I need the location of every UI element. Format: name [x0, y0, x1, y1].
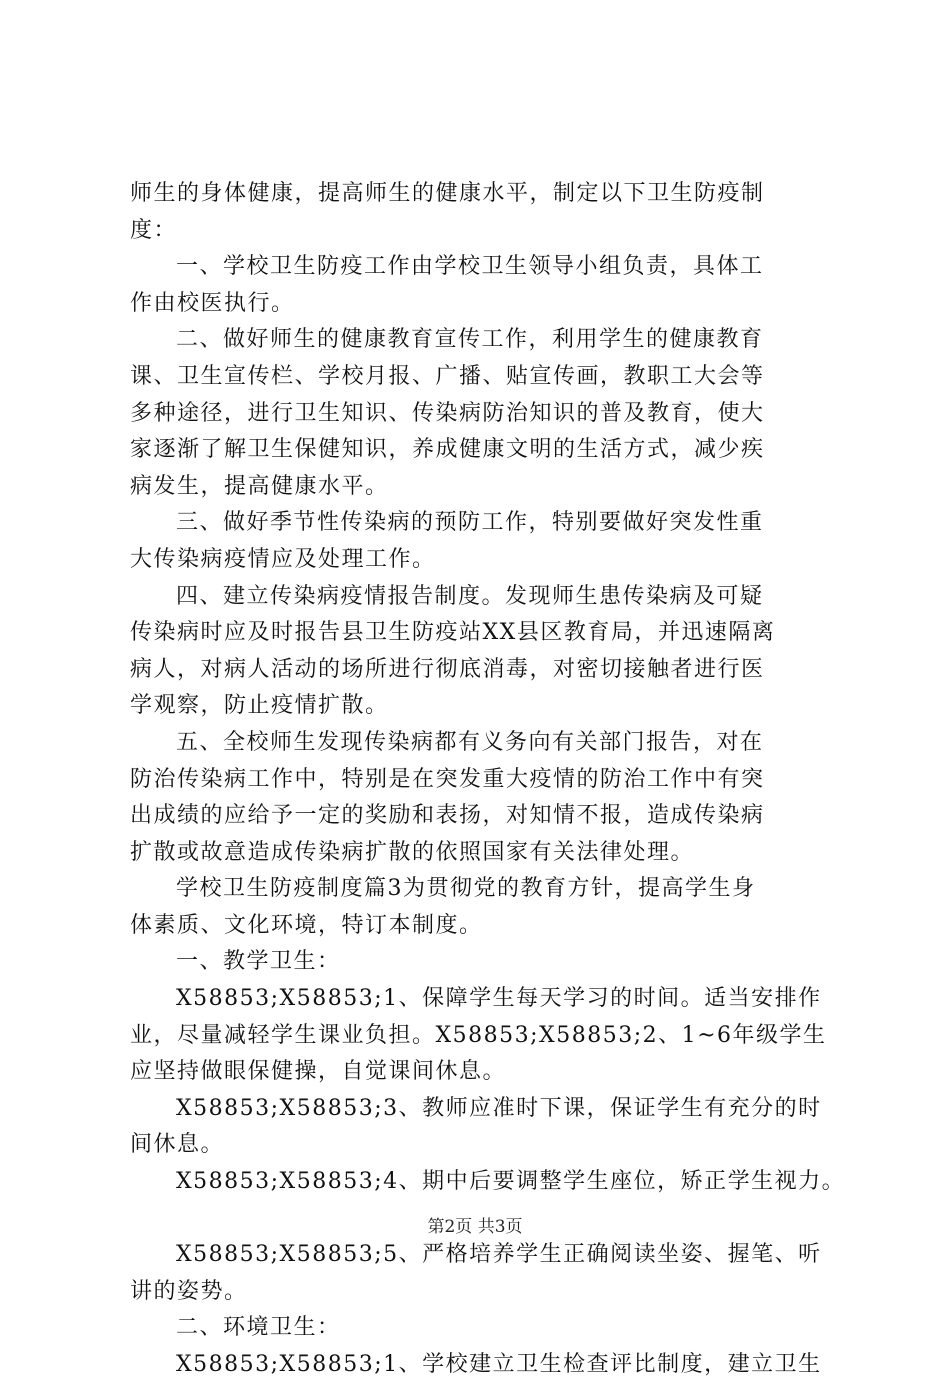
text-line: 家逐渐了解卫生保健知识，养成健康文明的生活方式，减少疾: [130, 437, 765, 463]
text-line: 二、做好师生的健康教育宣传工作，利用学生的健康教育: [176, 327, 764, 353]
text-line: 出成绩的应给予一定的奖励和表扬，对知情不报，造成传染病: [130, 803, 765, 829]
text-line: X58853;X58853;1、保障学生每天学习的时间。适当安排作: [176, 986, 822, 1012]
text-line: X58853;X58853;4、期中后要调整学生座位，矫正学生视力。: [176, 1169, 846, 1195]
page-footer: 第2页 共3页: [427, 1217, 523, 1237]
text-line: 间休息。: [130, 1132, 225, 1158]
text-line: 二、环境卫生：: [176, 1315, 341, 1341]
text-line: 一、学校卫生防疫工作由学校卫生领导小组负责，具体工: [176, 254, 764, 280]
text-line: 作由校医执行。: [130, 290, 295, 316]
text-line: 大传染病疫情应及处理工作。: [130, 546, 436, 572]
text-line: 一、教学卫生：: [176, 949, 341, 975]
text-line: 病人，对病人活动的场所进行彻底消毒，对密切接触者进行医: [130, 656, 765, 682]
text-line: 扩散或故意造成传染病扩散的依照国家有关法律处理。: [130, 839, 695, 865]
text-line: 课、卫生宣传栏、学校月报、广播、贴宣传画，教职工大会等: [130, 363, 765, 389]
text-line: 师生的身体健康，提高师生的健康水平，制定以下卫生防疫制: [130, 181, 765, 206]
text-line: X58853;X58853;3、教师应准时下课，保证学生有充分的时: [176, 1095, 822, 1121]
text-line: 讲的姿势。: [130, 1278, 248, 1304]
text-line: 应坚持做眼保健操，自觉课间休息。: [130, 1059, 507, 1085]
text-line: X58853;X58853;1、学校建立卫生检查评比制度，建立卫生: [176, 1352, 822, 1377]
text-line: 传染病时应及时报告县卫生防疫站XX县区教育局，并迅速隔离: [130, 620, 776, 646]
text-line: 业，尽量减轻学生课业负担。X58853;X58853;2、1~6年级学生: [130, 1022, 827, 1048]
text-line: 度：: [130, 217, 178, 243]
text-line: 防治传染病工作中，特别是在突发重大疫情的防治工作中有突: [130, 766, 765, 792]
text-line: 三、做好季节性传染病的预防工作，特别要做好突发性重: [176, 510, 764, 536]
text-line: 五、全校师生发现传染病都有义务向有关部门报告，对在: [176, 729, 764, 755]
text-line: 学校卫生防疫制度篇3为贯彻党的教育方针，提高学生身: [176, 876, 756, 902]
text-line: 学观察，防止疫情扩散。: [130, 693, 389, 719]
document-body: [130, 176, 850, 1384]
text-line: X58853;X58853;5、严格培养学生正确阅读坐姿、握笔、听: [176, 1242, 822, 1268]
text-line: 病发生，提高健康水平。: [130, 473, 389, 499]
text-line: 多种途径，进行卫生知识、传染病防治知识的普及教育，使大: [130, 400, 765, 426]
text-line: 四、建立传染病疫情报告制度。发现师生患传染病及可疑: [176, 583, 764, 609]
text-line: 体素质、文化环境，特订本制度。: [130, 912, 483, 938]
